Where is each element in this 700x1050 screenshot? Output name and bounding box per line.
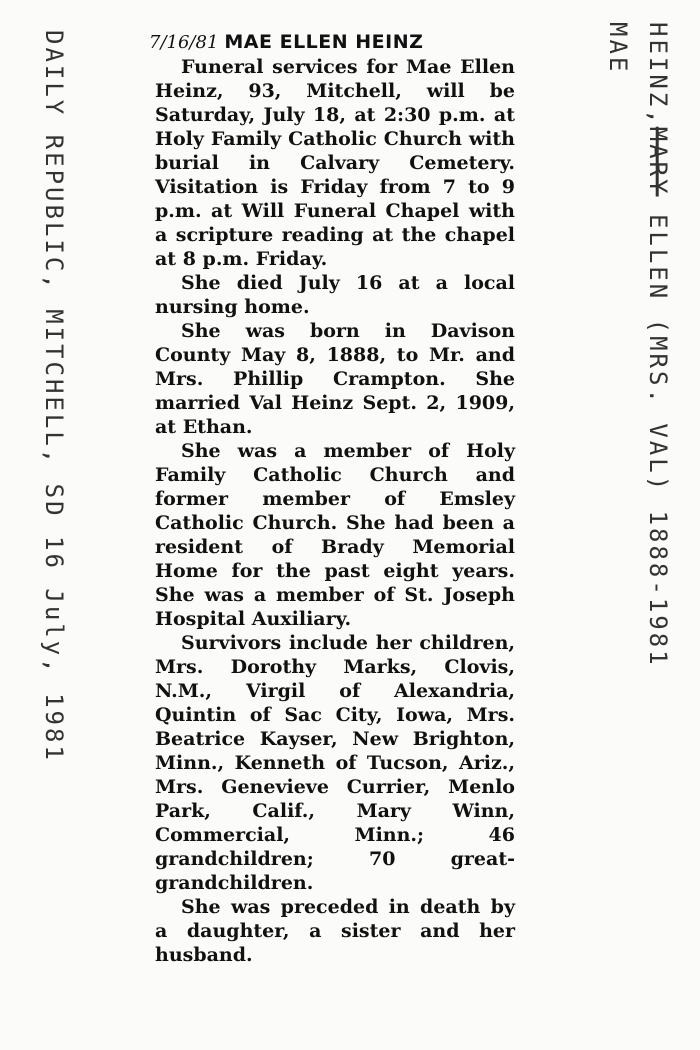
struck-name: MARY <box>644 126 672 197</box>
name-annotation <box>592 22 672 722</box>
paragraph-funeral: Funeral services for Mae Ellen Heinz, 93, Mitchell, will be Saturday, July 18, at 2:30 p.m. at Holy Family Catholic Church with burial in Calvary Cemetery. Visitation is Friday from 7 to 9 p.m. at Will Funeral Chapel with a scripture reading at the chapel at 8 p.m. Friday. <box>155 56 515 270</box>
name-rest: ELLEN (MRS. VAL) 1888-1981 <box>644 196 672 668</box>
name-annotation-line1 <box>644 22 672 668</box>
paragraph-memberships: She was a member of Holy Family Catholic Church and former member of Emsley Catholic Church. She had been a resident of Brady Memorial Home for the past eight years. She was a member of St. Joseph Hospital Auxiliary. <box>155 440 515 630</box>
paragraph-preceded: She was preceded in death by a daughter, a sister and her husband. <box>155 896 515 966</box>
surname: HEINZ, <box>644 22 672 127</box>
paragraph-birth: She was born in Davison County May 8, 1888, to Mr. and Mrs. Phillip Crampton. She married Val Heinz Sept. 2, 1909, at Ethan. <box>155 320 515 438</box>
handwritten-date: 7/16/81 <box>149 32 219 53</box>
clipping-header <box>149 30 515 55</box>
source-annotation: DAILY REPUBLIC, MITCHELL, SD 16 July, 1981 <box>40 30 68 763</box>
paragraph-death: She died July 16 at a local nursing home. <box>155 272 515 318</box>
obituary-clipping <box>149 30 515 1030</box>
paragraph-survivors: Survivors include her children, Mrs. Dorothy Marks, Clovis, N.M., Virgil of Alexandria, Quintin of Sac City, Iowa, Mrs. Beatrice Kayser, New Brighton, Minn., Kenneth of Tucson, Ariz., Mrs. Genevieve Currier, Menlo Park, Calif., Mary Winn, Commercial, Minn.; 46 grandchildren; 70 great-grandchildren. <box>155 632 515 894</box>
obituary-headline: MAE ELLEN HEINZ <box>224 31 424 53</box>
name-annotation-line2: MAE <box>604 22 632 75</box>
